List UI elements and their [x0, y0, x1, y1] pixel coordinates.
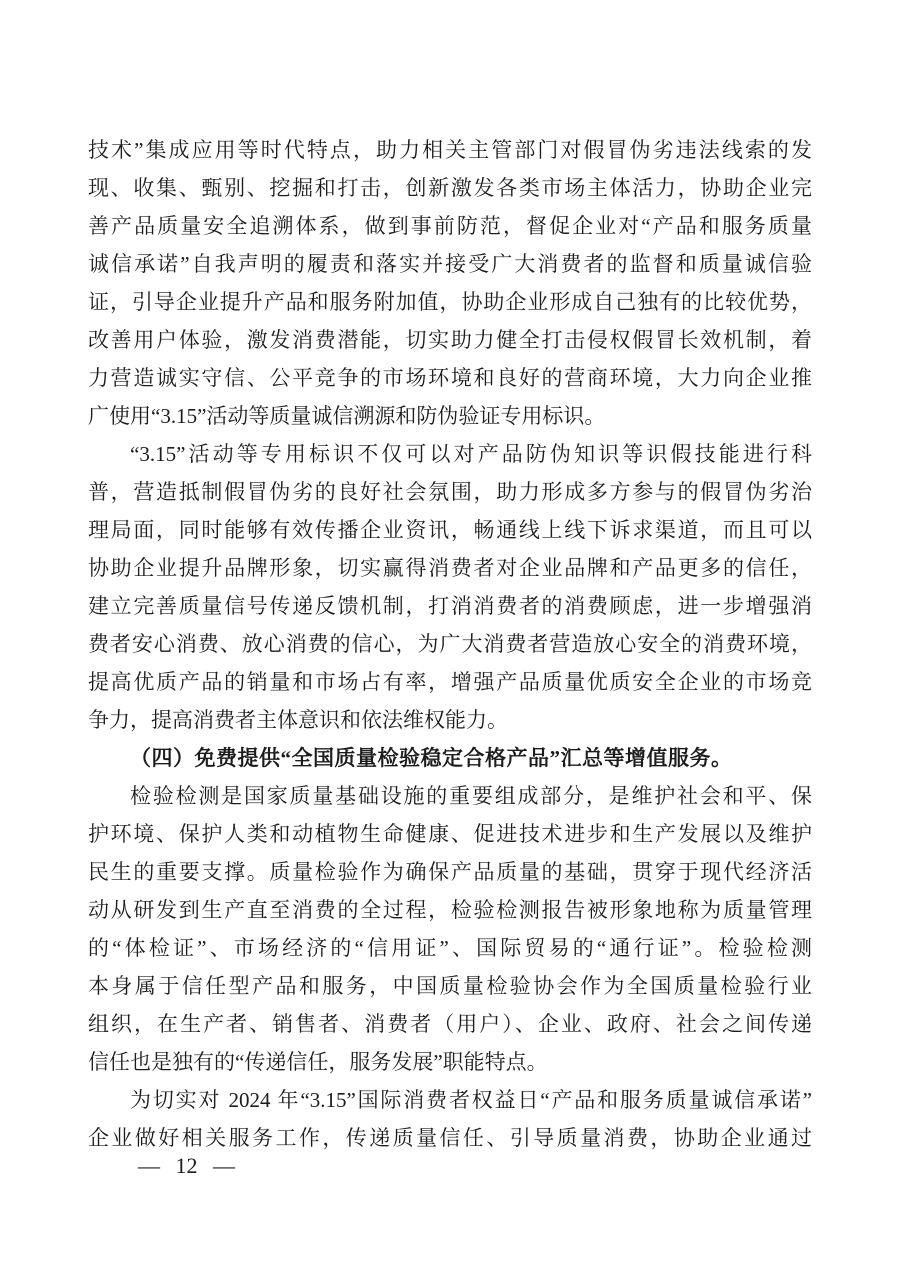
text-line: 民生的重要支撑。质量检验作为确保产品质量的基础，贯穿于现代经济活	[88, 860, 812, 884]
text-line: 提高优质产品的销量和市场占有率，增强产品质量优质安全企业的市场竞	[88, 670, 812, 694]
text-line: 理局面，同时能够有效传播企业资讯，畅通线上线下诉求渠道，而且可以	[88, 518, 812, 542]
text-line: 建立完善质量信号传递反馈机制，打消消费者的消费顾虑，进一步增强消	[88, 594, 812, 618]
section-heading-line: （四）免费提供“全国质量检验稳定合格产品”汇总等增值服务。	[130, 746, 733, 770]
text-line: 护环境、保护人类和动植物生命健康、促进技术进步和生产发展以及维护	[88, 822, 812, 846]
text-line: 组织，在生产者、销售者、消费者（用户）、企业、政府、社会之间传递	[88, 1012, 812, 1036]
section-4-heading	[88, 739, 812, 777]
text-line: 检验检测是国家质量基础设施的重要组成部分，是维护社会和平、保	[130, 784, 812, 808]
text-line: 普，营造抵制假冒伪劣的良好社会氛围，助力形成多方参与的假冒伪劣治	[88, 480, 812, 504]
text-line: 证，引导企业提升产品和服务附加值，协助企业形成自己独有的比较优势，	[88, 290, 812, 314]
text-line: 协助企业提升品牌形象，切实赢得消费者对企业品牌和产品更多的信任，	[88, 556, 812, 580]
text-line: 现、收集、甄别、挖掘和打击，创新激发各类市场主体活力，协助企业完	[88, 176, 812, 200]
text-line: 本身属于信任型产品和服务，中国质量检验协会作为全国质量检验行业	[88, 974, 812, 998]
text-line: 技术”集成应用等时代特点，助力相关主管部门对假冒伪劣违法线索的发	[88, 138, 812, 162]
paragraph-inspection	[88, 777, 812, 1081]
text-line: 企业做好相关服务工作，传递质量信任、引导质量消费，协助企业通过	[88, 1126, 812, 1150]
text-line: 力营造诚实守信、公平竞争的市场环境和良好的营商环境，大力向企业推	[88, 366, 812, 390]
paragraph-315-marks	[88, 435, 812, 739]
paragraph-2024-service	[88, 1081, 812, 1157]
paragraph-continuation	[88, 131, 812, 435]
text-line: 费者安心消费、放心消费的信心，为广大消费者营造放心安全的消费环境，	[88, 632, 812, 656]
text-line: “3.15”活动等专用标识不仅可以对产品防伪知识等识假技能进行科	[130, 442, 812, 466]
text-line: 争力，提高消费者主体意识和依法维权能力。	[88, 708, 508, 732]
page-number: — 12 —	[138, 1153, 235, 1178]
text-line: 改善用户体验，激发消费潜能，切实助力健全打击侵权假冒长效机制，着	[88, 328, 812, 352]
text-line: 为切实对 2024 年“3.15”国际消费者权益日“产品和服务质量诚信承诺”	[130, 1088, 812, 1112]
text-line: 诚信承诺”自我声明的履责和落实并接受广大消费者的监督和质量诚信验	[88, 252, 812, 276]
text-column	[88, 131, 812, 1157]
text-line: 信任也是独有的“传递信任，服务发展”职能特点。	[88, 1050, 548, 1074]
text-line: 动从研发到生产直至消费的全过程，检验检测报告被形象地称为质量管理	[88, 898, 812, 922]
text-line: 广使用“3.15”活动等质量诚信溯源和防伪验证专用标识。	[88, 404, 606, 428]
text-line: 的“体检证”、市场经济的“信用证”、国际贸易的“通行证”。检验检测	[88, 936, 812, 960]
text-line: 善产品质量安全追溯体系，做到事前防范，督促企业对“产品和服务质量	[88, 214, 812, 238]
